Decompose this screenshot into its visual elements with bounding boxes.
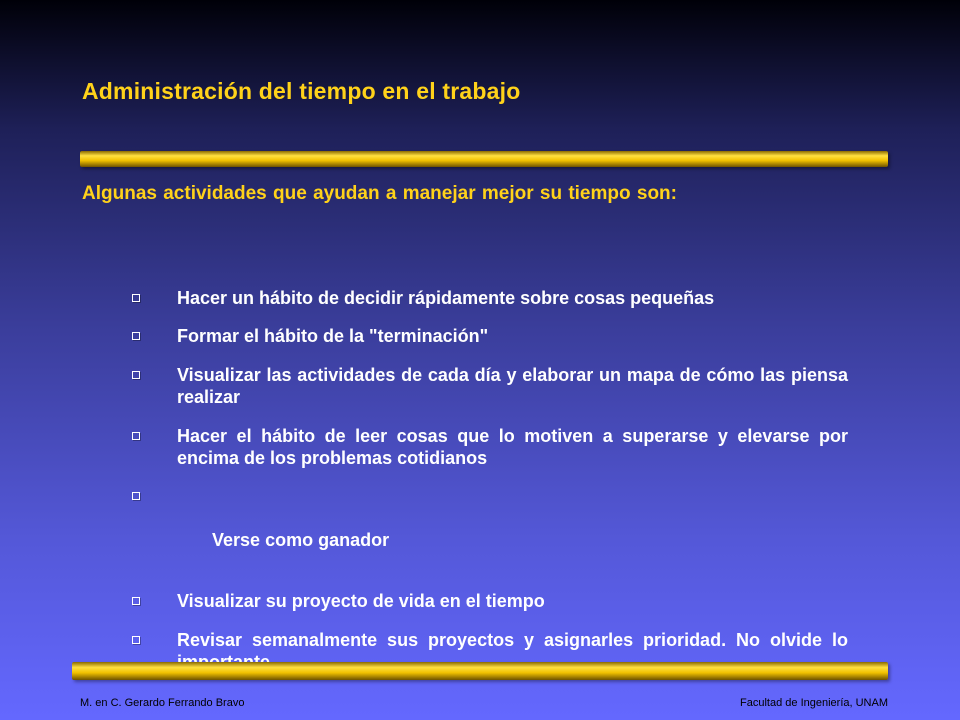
intro-text: Algunas actividades que ayudan a manejar mejor su tiempo son: [82,183,677,204]
footer-author: M. en C. Gerardo Ferrando Bravo [80,697,245,709]
list-item [130,425,848,469]
list-item [130,590,848,612]
square-bullet-icon [132,492,140,500]
list-item-text: Revisar semanalmente sus proyectos y asignarles prioridad. No olvide lo [177,630,848,650]
square-bullet-icon [132,636,140,644]
list-item [130,364,848,408]
list-item-text: Hacer un hábito de decidir rápidamente sobre cosas pequeñas [177,288,715,308]
footer-institution: Facultad de Ingeniería, UNAM [740,697,888,709]
square-bullet-icon [132,294,140,302]
top-divider-bar [80,151,888,167]
list-item [130,485,848,573]
activity-list [130,287,848,673]
list-item [130,287,848,309]
list-item-text: Visualizar las actividades de cada día y elaborar un mapa de cómo las piensa realizar [177,365,848,407]
slide-title: Administración del tiempo en el trabajo [82,78,521,104]
bottom-divider-bar [72,662,888,680]
list-item-text: Hacer el hábito de leer cosas que lo motiven a superarse y elevarse por encima de los problemas cotidianos [177,426,848,468]
square-bullet-icon [132,371,140,379]
list-item-text: Formar el hábito de la "terminación" [177,326,489,346]
list-item-text: Visualizar su proyecto de vida en el tiempo [177,591,545,611]
list-item-text: Verse como ganador [207,530,390,550]
square-bullet-icon [132,597,140,605]
square-bullet-icon [132,332,140,340]
square-bullet-icon [132,432,140,440]
list-item [130,325,848,347]
